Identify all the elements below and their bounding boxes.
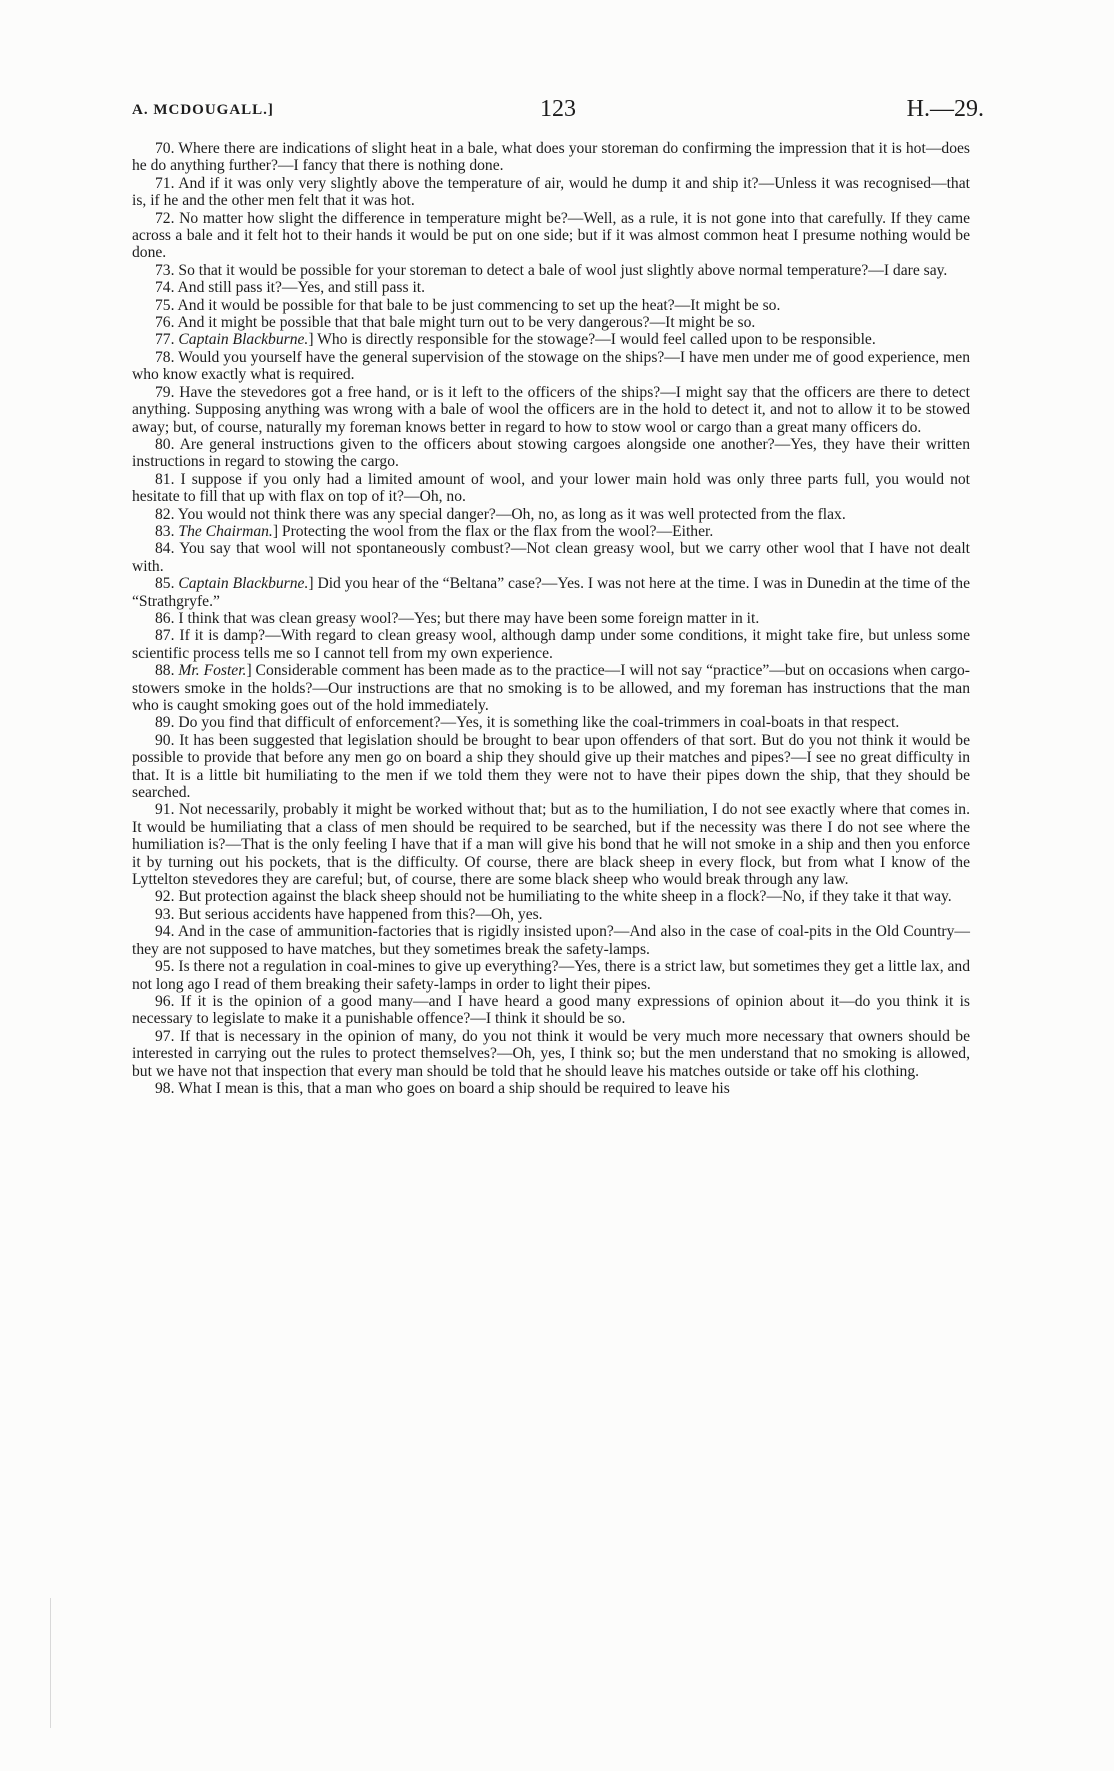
question-paragraph: 83. The Chairman.] Protecting the wool from the flax or the flax from the wool?—Either. (155, 522, 714, 540)
question-paragraph: 89. Do you find that difficult of enforcement?—Yes, it is something like the coal-trimmers in coal-boats in that respect. (155, 714, 900, 732)
question-paragraph: 70. Where there are indications of slight heat in a bale, what does your storeman do confirming the impression that it is hot—does he do anything further?—I fancy that there is nothing done. (132, 140, 970, 175)
question-paragraph: 78. Would you yourself have the general supervision of the stowage on the ships?—I have men under me of good experience, men who know exactly what is required. (132, 348, 970, 384)
question-paragraph: 94. And in the case of ammunition-factories that is rigidly insisted upon?—And also in the case of coal-pits in the Old Country—they are not supposed to have matches, but they sometimes break the safety-lamps. (132, 923, 970, 958)
speaker-name: The Chairman. (178, 522, 273, 540)
question-paragraph: 93. But serious accidents have happened from this?—Oh, yes. (155, 905, 543, 923)
question-paragraph: 77. Captain Blackburne.] Who is directly responsible for the stowage?—I would feel called upon to be responsible. (155, 331, 876, 349)
question-paragraph: 98. What I mean is this, that a man who goes on board a ship should be required to leave his (155, 1079, 730, 1097)
question-paragraph: 79. Have the stevedores got a free hand, or is it left to the officers of the ships?—I might say that the officers are there to detect anything. Supposing anything was wrong with a bale of wool the officers are in the hold to detect it, and not to allow it to be stowed away; but, of course, naturally my foreman knows better in regard to how to stow wool or cargo than a great many officers do. (132, 383, 970, 436)
speaker-name: Captain Blackburne. (178, 331, 309, 349)
question-paragraph: 90. It has been suggested that legislation should be brought to bear upon offenders of that sort. But do you not think it would be possible to provide that before any men go on board a ship they should give up their matches and pipes?—I see no great difficulty in that. It is a little bit humiliating to the men if we told them they were not to have their pipes down the ship, that they should be searched. (132, 731, 970, 802)
speaker-name: Captain Blackburne. (178, 575, 309, 593)
document-reference: H.—29. (906, 96, 984, 122)
page-header (132, 96, 984, 126)
question-paragraph: 81. I suppose if you only had a limited amount of wool, and your lower main hold was only three parts full, you would not hesitate to fill that up with flax on top of it?—Oh, no. (132, 470, 970, 506)
question-paragraph: 92. But protection against the black sheep should not be humiliating to the white sheep in a flock?—No, if they take it that way. (155, 888, 952, 906)
page-number: 123 (540, 96, 576, 122)
scan-margin-mark (50, 1598, 51, 1728)
witness-name: A. MCDOUGALL.] (132, 102, 274, 118)
question-paragraph: 97. If that is necessary in the opinion of many, do you not think it would be very much more necessary that owners should be interested in carrying out the rules to protect themselves?—Oh, yes, I think so; but the men understand that no smoking is allowed, but we have not that inspection that every man should be told that he should leave his matches outside or take off his clothing. (132, 1027, 970, 1080)
question-paragraph: 86. I think that was clean greasy wool?—Yes; but there may have been some foreign matter in it. (155, 609, 760, 627)
question-paragraph: 71. And if it was only very slightly above the temperature of air, would he dump it and ship it?—Unless it was recognised—that is, if he and the other men felt that it was hot. (132, 174, 970, 210)
question-paragraph: 91. Not necessarily, probably it might be worked without that; but as to the humiliation, I do not see exactly where that comes in. It would be humiliating that a class of men should be required to be searched, but if the necessity was there I do not see where the humiliation is?—That is the only feeling I have that if a man will give his bond that he will not smoke in a ship and then you enforce it by turning out his pockets, that is the difficulty. Of course, there are black sheep in every flock, but from what I know of the Lyttelton stevedores they are careful; but, of course, there are some black sheep who would break through any law. (132, 801, 970, 889)
question-paragraph: 87. If it is damp?—With regard to clean greasy wool, although damp under some conditions, it might take fire, but unless some scientific process tells me so I cannot tell from my own experience. (132, 627, 970, 662)
question-paragraph: 73. So that it would be possible for your storeman to detect a bale of wool just slightly above normal temperature?—I dare say. (155, 261, 948, 279)
question-paragraph: 72. No matter how slight the difference in temperature might be?—Well, as a rule, it is not gone into that carefully. If they came across a bale and it felt hot to their hands it would be put on one side; but if it was almost common heat I presume nothing would be done. (132, 209, 970, 262)
question-paragraph: 85. Captain Blackburne.] Did you hear of the “Beltana” case?—Yes. I was not here at the time. I was in Dunedin at the time of the “Strathgryfe.” (132, 575, 971, 610)
question-paragraph: 88. Mr. Foster.] Considerable comment has been made as to the practice—I will not say “practice”—but on occasions when cargo-stowers smoke in the holds?—Our instructions are that no smoking is to be allowed, and my foreman has instructions that the man who is caught smoking goes out of the hold immediately. (132, 662, 970, 714)
question-paragraph: 76. And it might be possible that that bale might turn out to be very dangerous?—It might be so. (155, 314, 756, 332)
question-paragraph: 75. And it would be possible for that bale to be just commencing to set up the heat?—It might be so. (155, 296, 781, 314)
question-paragraph: 95. Is there not a regulation in coal-mines to give up everything?—Yes, there is a strict law, but sometimes they get a little lax, and not long ago I read of them breaking their safety-lamps in order to light their pipes. (132, 958, 971, 993)
question-paragraph: 74. And still pass it?—Yes, and still pass it. (155, 279, 426, 297)
question-paragraph: 84. You say that wool will not spontaneously combust?—Not clean greasy wool, but we carry other wool that I have not dealt with. (132, 540, 970, 575)
document-body (132, 140, 970, 1097)
speaker-name: Mr. Foster. (178, 662, 247, 680)
question-paragraph: 82. You would not think there was any special danger?—Oh, no, as long as it was well protected from the flax. (155, 505, 846, 523)
question-paragraph: 80. Are general instructions given to the officers about stowing cargoes alongside one another?—Yes, they have their written instructions in regard to stowing the cargo. (132, 435, 970, 471)
question-paragraph: 96. If it is the opinion of a good many—and I have heard a good many expressions of opinion about it—do you think it is necessary to legislate to make it a punishable offence?—I think it should be so. (132, 992, 970, 1028)
